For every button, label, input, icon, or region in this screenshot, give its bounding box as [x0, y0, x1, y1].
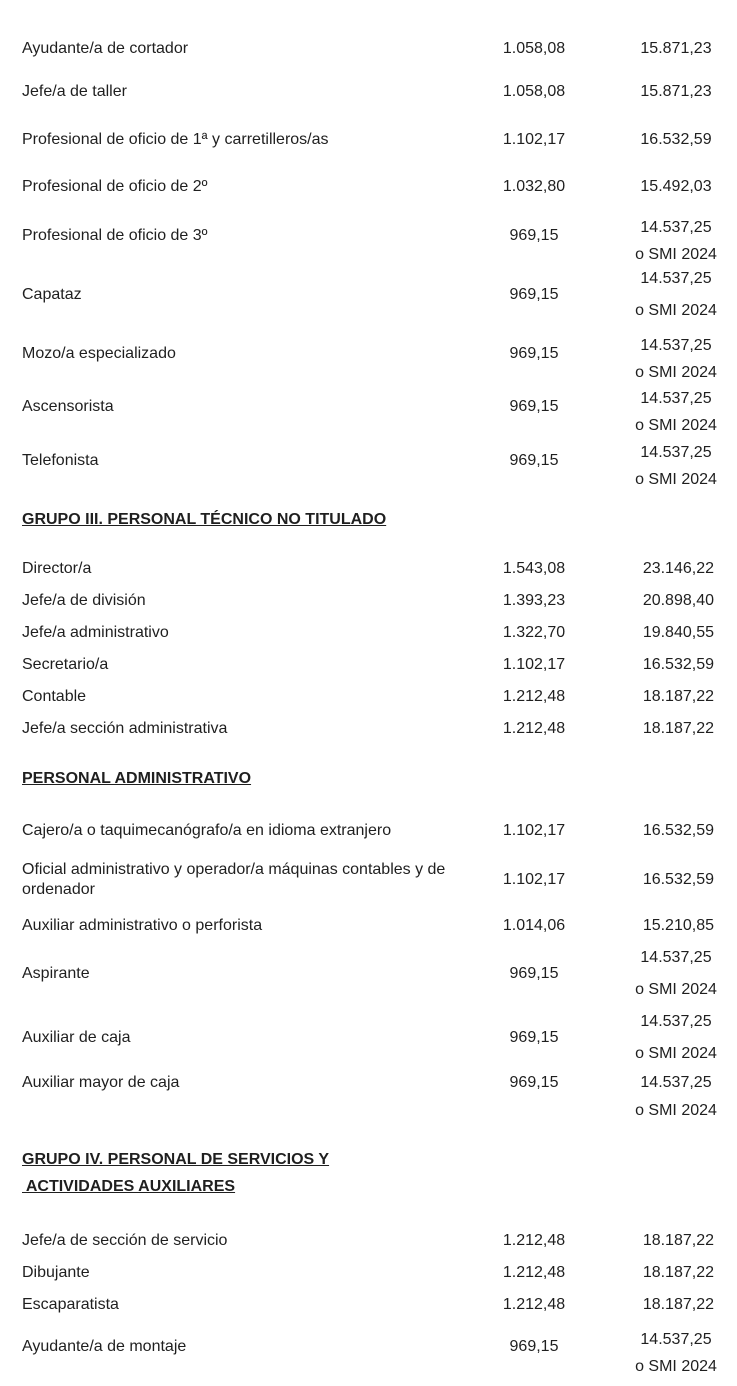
category-name: Jefe/a de división	[22, 592, 146, 609]
group-heading	[22, 1146, 329, 1200]
monthly-salary: 1.212,48	[502, 1232, 566, 1249]
annual-salary: 15.492,03	[640, 178, 712, 195]
monthly-salary: 1.102,17	[502, 822, 566, 839]
annual-salary: 15.871,23	[640, 40, 712, 57]
group-heading: GRUPO III. PERSONAL TÉCNICO NO TITULADO	[22, 511, 387, 528]
annual-salary	[620, 332, 732, 386]
monthly-salary: 1.058,08	[502, 40, 566, 57]
monthly-salary: 969,15	[509, 398, 559, 415]
category-name: Jefe/a de taller	[22, 83, 127, 100]
annual-salary-note: o SMI 2024	[635, 246, 717, 263]
annual-salary	[620, 268, 732, 332]
annual-salary: 20.898,40	[642, 592, 714, 609]
monthly-salary: 969,15	[509, 345, 559, 362]
category-name: Secretario/a	[22, 656, 109, 673]
monthly-salary: 1.102,17	[502, 131, 566, 148]
annual-salary: 16.532,59	[642, 822, 714, 839]
annual-salary-value: 14.537,25	[640, 219, 712, 236]
monthly-salary: 1.212,48	[502, 688, 566, 705]
category-name: Contable	[22, 688, 87, 705]
annual-salary	[620, 1326, 732, 1380]
annual-salary-value: 14.537,25	[640, 390, 712, 407]
annual-salary: 18.187,22	[642, 720, 714, 737]
annual-salary-note: o SMI 2024	[635, 302, 717, 319]
category-name: Telefonista	[22, 452, 99, 469]
annual-salary-note: o SMI 2024	[635, 417, 717, 434]
annual-salary-note: o SMI 2024	[635, 364, 717, 381]
monthly-salary: 969,15	[509, 1074, 559, 1091]
annual-salary: 18.187,22	[642, 1296, 714, 1313]
annual-salary	[620, 214, 732, 268]
annual-salary-note: o SMI 2024	[635, 1102, 717, 1119]
category-name: Ayudante/a de cortador	[22, 40, 189, 57]
monthly-salary: 969,15	[509, 452, 559, 469]
category-name: Capataz	[22, 286, 82, 303]
category-name: Aspirante	[22, 965, 90, 982]
annual-salary	[620, 385, 732, 439]
annual-salary	[620, 439, 732, 493]
annual-salary	[620, 948, 732, 1012]
category-name: Cajero/a o taquimecanógrafo/a en idioma extranjero	[22, 822, 392, 839]
group-heading-line: GRUPO IV. PERSONAL DE SERVICIOS Y	[22, 1151, 330, 1168]
monthly-salary: 969,15	[509, 1338, 559, 1355]
annual-salary: 18.187,22	[642, 1264, 714, 1281]
category-name: Jefe/a administrativo	[22, 624, 169, 641]
group-heading-line: ACTIVIDADES AUXILIARES	[22, 1178, 236, 1195]
monthly-salary: 1.212,48	[502, 1264, 566, 1281]
monthly-salary: 969,15	[509, 227, 559, 244]
category-name: Ascensorista	[22, 398, 114, 415]
monthly-salary: 969,15	[509, 286, 559, 303]
monthly-salary: 1.014,06	[502, 917, 566, 934]
category-name: Profesional de oficio de 2º	[22, 178, 208, 195]
annual-salary-value: 14.537,25	[640, 337, 712, 354]
annual-salary: 16.532,59	[642, 656, 714, 673]
annual-salary: 23.146,22	[642, 560, 714, 577]
category-name: Profesional de oficio de 3º	[22, 227, 208, 244]
category-name: Auxiliar de caja	[22, 1029, 131, 1046]
annual-salary	[620, 1073, 732, 1129]
category-name: Ayudante/a de montaje	[22, 1338, 187, 1355]
monthly-salary: 1.032,80	[502, 178, 566, 195]
annual-salary-value: 14.537,25	[640, 1331, 712, 1348]
annual-salary: 18.187,22	[642, 1232, 714, 1249]
category-name: Auxiliar mayor de caja	[22, 1074, 180, 1091]
annual-salary-value: 14.537,25	[640, 1013, 712, 1030]
monthly-salary: 1.322,70	[502, 624, 566, 641]
monthly-salary: 969,15	[509, 1029, 559, 1046]
monthly-salary: 1.058,08	[502, 83, 566, 100]
monthly-salary: 1.543,08	[502, 560, 566, 577]
annual-salary-note: o SMI 2024	[635, 1358, 717, 1375]
monthly-salary: 1.212,48	[502, 720, 566, 737]
annual-salary: 16.532,59	[642, 871, 714, 888]
annual-salary: 15.871,23	[640, 83, 712, 100]
monthly-salary: 1.102,17	[502, 871, 566, 888]
category-name: Dibujante	[22, 1264, 90, 1281]
annual-salary	[620, 1012, 732, 1076]
annual-salary-note: o SMI 2024	[635, 471, 717, 488]
annual-salary-note: o SMI 2024	[635, 1045, 717, 1062]
monthly-salary: 1.212,48	[502, 1296, 566, 1313]
annual-salary: 15.210,85	[642, 917, 714, 934]
category-name: Escaparatista	[22, 1296, 119, 1313]
annual-salary-value: 14.537,25	[640, 270, 712, 287]
annual-salary-value: 14.537,25	[640, 444, 712, 461]
annual-salary-note: o SMI 2024	[635, 981, 717, 998]
category-name: Director/a	[22, 560, 92, 577]
category-name: Jefe/a sección administrativa	[22, 720, 228, 737]
category-name: Profesional de oficio de 1ª y carretilleros/as	[22, 131, 329, 148]
annual-salary: 19.840,55	[642, 624, 714, 641]
annual-salary-value: 14.537,25	[640, 949, 712, 966]
annual-salary: 18.187,22	[642, 688, 714, 705]
annual-salary-value: 14.537,25	[640, 1074, 712, 1091]
category-name: Jefe/a de sección de servicio	[22, 1232, 228, 1249]
category-name: Auxiliar administrativo o perforista	[22, 917, 263, 934]
category-name: Mozo/a especializado	[22, 345, 176, 362]
monthly-salary: 969,15	[509, 965, 559, 982]
group-heading: PERSONAL ADMINISTRATIVO	[22, 770, 252, 787]
monthly-salary: 1.393,23	[502, 592, 566, 609]
category-name: Oficial administrativo y operador/a máquinas contables y de ordenador	[22, 861, 446, 898]
annual-salary: 16.532,59	[640, 131, 712, 148]
monthly-salary: 1.102,17	[502, 656, 566, 673]
